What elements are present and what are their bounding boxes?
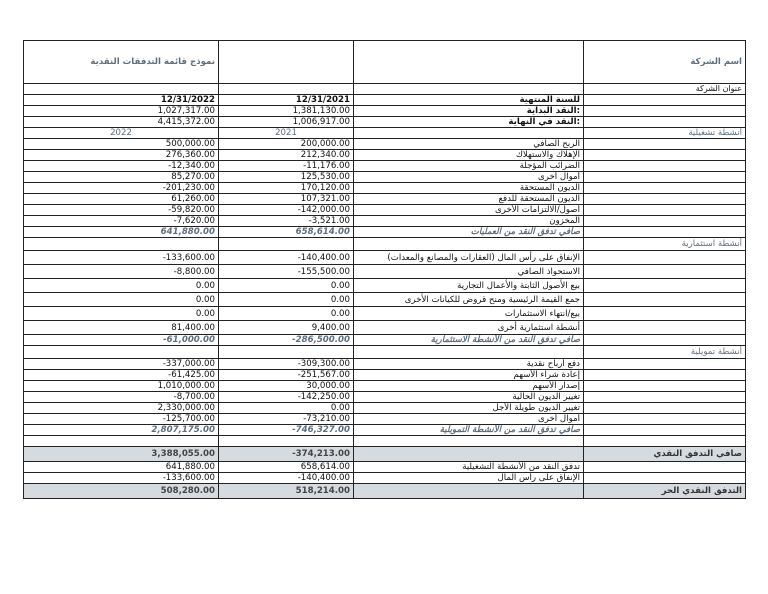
line-value-1: 2,330,000.00 bbox=[24, 403, 219, 414]
cash-begin-value-2: 1,381,130.00 bbox=[219, 106, 354, 117]
operating-net-value-1: 641,880.00 bbox=[24, 227, 219, 238]
date-column-2: 12/31/2021 bbox=[219, 95, 354, 106]
net-cash-flow-row bbox=[24, 447, 746, 462]
line-value-1: 81,400.00 bbox=[24, 321, 219, 335]
year-column-2: 2021 bbox=[219, 128, 354, 139]
line-label: أموال أخرى bbox=[354, 172, 584, 183]
table-row bbox=[24, 321, 746, 335]
investing-activities-title: أنشطة استثمارية bbox=[584, 238, 746, 251]
table-row bbox=[24, 293, 746, 307]
line-label: الديون المستحقة bbox=[354, 183, 584, 194]
line-label: أصول/الالتزامات الأخرى bbox=[354, 205, 584, 216]
year-end-label: للسنة المنتهية bbox=[354, 95, 584, 106]
table-row bbox=[24, 279, 746, 293]
cash-end-row bbox=[24, 117, 746, 128]
line-label: بيع/انتهاء الاستثمارات bbox=[354, 307, 584, 321]
line-value-1: 1,010,000.00 bbox=[24, 381, 219, 392]
line-value-2: -140,400.00 bbox=[219, 251, 354, 265]
line-value-2: 0.00 bbox=[219, 307, 354, 321]
table-row bbox=[24, 183, 746, 194]
operating-net-label: صافي تدفق النقد من العمليات bbox=[354, 227, 584, 238]
line-value-2: -309,300.00 bbox=[219, 359, 354, 370]
operating-flow-value-2: 658,614.00 bbox=[219, 462, 354, 473]
free-cash-flow-label: التدفق النقدي الحر bbox=[584, 484, 746, 499]
line-value-1: 0.00 bbox=[24, 279, 219, 293]
table-row bbox=[24, 194, 746, 205]
free-cash-flow-value-2: 518,214.00 bbox=[219, 484, 354, 499]
financing-net-row bbox=[24, 425, 746, 436]
line-label: تغيير الديون طويلة الأجل bbox=[354, 403, 584, 414]
investing-net-label: صافي تدفق النقد من الأنشطة الاستثمارية bbox=[354, 335, 584, 346]
line-value-1: -7,620.00 bbox=[24, 216, 219, 227]
line-label: إصدار الأسهم bbox=[354, 381, 584, 392]
line-value-2: 212,340.00 bbox=[219, 150, 354, 161]
cash-end-value-2: 1,006,917.00 bbox=[219, 117, 354, 128]
table-row bbox=[24, 161, 746, 172]
line-value-1: 276,360.00 bbox=[24, 150, 219, 161]
investing-net-value-2: -286,500.00 bbox=[219, 335, 354, 346]
cash-begin-label: النقد البداية: bbox=[354, 106, 584, 117]
company-name: اسم الشركة bbox=[584, 41, 746, 84]
operating-net-row bbox=[24, 227, 746, 238]
line-label: تغيير الديون الحالية bbox=[354, 392, 584, 403]
free-cash-flow-row bbox=[24, 484, 746, 499]
investing-net-value-1: -61,000.00 bbox=[24, 335, 219, 346]
line-value-1: -337,000.00 bbox=[24, 359, 219, 370]
table-row bbox=[24, 265, 746, 279]
line-value-2: -142,000.00 bbox=[219, 205, 354, 216]
line-label: أنشطة استثمارية أخرى bbox=[354, 321, 584, 335]
line-value-1: -8,700.00 bbox=[24, 392, 219, 403]
line-value-2: -11,176.00 bbox=[219, 161, 354, 172]
line-value-1: -133,600.00 bbox=[24, 251, 219, 265]
line-value-2: 9,400.00 bbox=[219, 321, 354, 335]
line-value-2: 170,120.00 bbox=[219, 183, 354, 194]
table-row bbox=[24, 392, 746, 403]
year-end-row bbox=[24, 95, 746, 106]
operating-flow-row bbox=[24, 462, 746, 473]
table-row bbox=[24, 370, 746, 381]
financing-activities-title: أنشطة تمويلية bbox=[584, 346, 746, 359]
date-column-1: 12/31/2022 bbox=[24, 95, 219, 106]
line-value-1: 61,260.00 bbox=[24, 194, 219, 205]
table-row bbox=[24, 139, 746, 150]
line-label: إعادة شراء الأسهم bbox=[354, 370, 584, 381]
free-cash-flow-value-1: 508,280.00 bbox=[24, 484, 219, 499]
line-label: الإنفاق على رأس المال (العقارات والمصانع والمعدات) bbox=[354, 251, 584, 265]
cash-begin-value-1: 1,027,317.00 bbox=[24, 106, 219, 117]
line-value-1: -8,800.00 bbox=[24, 265, 219, 279]
table-row bbox=[24, 381, 746, 392]
line-label: الديون المستحقة للدفع bbox=[354, 194, 584, 205]
statement-title: نموذج قائمة التدفقات النقدية bbox=[24, 41, 219, 84]
table-row bbox=[24, 150, 746, 161]
line-value-2: 0.00 bbox=[219, 293, 354, 307]
line-label: أموال أخرى bbox=[354, 414, 584, 425]
net-cash-flow-value-2: -374,213.00 bbox=[219, 447, 354, 462]
year-column-1: 2022 bbox=[24, 128, 219, 139]
line-label: جمع القيمة الرئيسية ومنح قروض للكيانات الأخرى bbox=[354, 293, 584, 307]
table-row bbox=[24, 414, 746, 425]
line-label: الضرائب المؤجلة bbox=[354, 161, 584, 172]
line-value-1: -125,700.00 bbox=[24, 414, 219, 425]
table-row bbox=[24, 403, 746, 414]
operating-flow-label: تدفق النقد من الأنشطة التشغيلية bbox=[354, 462, 584, 473]
line-label: بيع الأصول الثابتة والأعمال التجارية bbox=[354, 279, 584, 293]
investing-activities-title-row bbox=[24, 238, 746, 251]
line-value-1: -59,820.00 bbox=[24, 205, 219, 216]
table-row bbox=[24, 359, 746, 370]
line-value-2: 30,000.00 bbox=[219, 381, 354, 392]
financing-net-value-1: 2,807,175.00 bbox=[24, 425, 219, 436]
line-value-1: -12,340.00 bbox=[24, 161, 219, 172]
capex-row bbox=[24, 473, 746, 484]
company-address: عنوان الشركة bbox=[584, 84, 746, 95]
line-value-2: -142,250.00 bbox=[219, 392, 354, 403]
table-row bbox=[24, 251, 746, 265]
line-label: الإهلاك والاستهلاك bbox=[354, 150, 584, 161]
table-row bbox=[24, 172, 746, 183]
table-row bbox=[24, 307, 746, 321]
line-value-1: 85,270.00 bbox=[24, 172, 219, 183]
line-value-2: 125,530.00 bbox=[219, 172, 354, 183]
line-value-1: -201,230.00 bbox=[24, 183, 219, 194]
line-value-2: 0.00 bbox=[219, 279, 354, 293]
line-value-2: -251,567.00 bbox=[219, 370, 354, 381]
address-row bbox=[24, 84, 746, 95]
line-label: دفع أرباح نقدية bbox=[354, 359, 584, 370]
financing-activities-title-row bbox=[24, 346, 746, 359]
line-value-2: 107,321.00 bbox=[219, 194, 354, 205]
capex-label: الإنفاق على رأس المال bbox=[354, 473, 584, 484]
capex-value-1: -133,600.00 bbox=[24, 473, 219, 484]
cash-end-value-1: 4,415,372.00 bbox=[24, 117, 219, 128]
net-cash-flow-label: صافي التدفق النقدي bbox=[584, 447, 746, 462]
line-label: الاستحواذ الصافي bbox=[354, 265, 584, 279]
cash-flow-statement-table bbox=[23, 40, 746, 499]
line-value-1: 0.00 bbox=[24, 307, 219, 321]
net-cash-flow-value-1: 3,388,055.00 bbox=[24, 447, 219, 462]
financing-net-label: صافي تدفق النقد من الأنشطة التمويلية bbox=[354, 425, 584, 436]
line-value-2: 200,000.00 bbox=[219, 139, 354, 150]
operating-flow-value-1: 641,880.00 bbox=[24, 462, 219, 473]
line-value-2: -155,500.00 bbox=[219, 265, 354, 279]
operating-activities-title: أنشطة تشغيلية bbox=[584, 128, 746, 139]
cash-end-label: النقد في النهاية: bbox=[354, 117, 584, 128]
investing-net-row bbox=[24, 335, 746, 346]
spacer-row bbox=[24, 436, 746, 447]
line-label: المخزون bbox=[354, 216, 584, 227]
line-value-1: -61,425.00 bbox=[24, 370, 219, 381]
line-value-2: 0.00 bbox=[219, 403, 354, 414]
line-value-1: 0.00 bbox=[24, 293, 219, 307]
line-value-1: 500,000.00 bbox=[24, 139, 219, 150]
cash-begin-row bbox=[24, 106, 746, 117]
capex-value-2: -140,400.00 bbox=[219, 473, 354, 484]
operating-net-value-2: 658,614.00 bbox=[219, 227, 354, 238]
line-value-2: -3,521.00 bbox=[219, 216, 354, 227]
table-row bbox=[24, 205, 746, 216]
year-header-row bbox=[24, 128, 746, 139]
title-row bbox=[24, 41, 746, 84]
financing-net-value-2: -746,327.00 bbox=[219, 425, 354, 436]
line-label: الربح الصافي bbox=[354, 139, 584, 150]
line-value-2: -73,210.00 bbox=[219, 414, 354, 425]
table-row bbox=[24, 216, 746, 227]
